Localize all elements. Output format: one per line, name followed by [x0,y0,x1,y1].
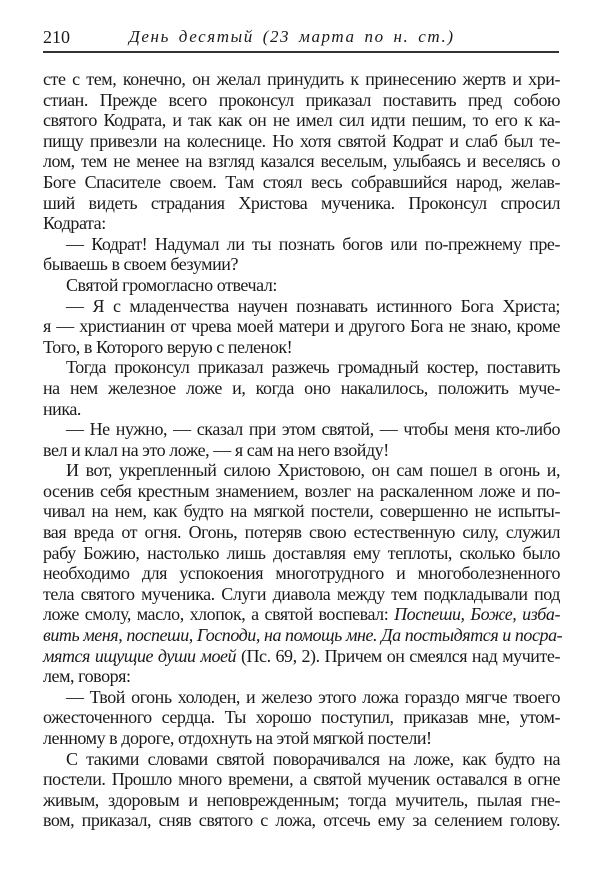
text-line [43,728,560,749]
text-segment: постели. Прошло много времени, а святой мученик оставался в огне [43,769,560,790]
text-segment: вом, приказал, сняв святого с ложа, отсечь ему за селением голову. [43,810,560,831]
text-segment: чивал на нем, как будто на мягкой постели, совершенно не испыты- [43,501,560,522]
paragraph [43,234,560,275]
text-segment: сте с тем, конечно, он желал принудить к принесению жертв и хри- [43,69,560,89]
text-segment: лем, говоря: [43,666,131,687]
text-line [43,584,560,605]
paragraph [43,69,560,234]
text-segment: необходимо для успокоения многотрудного и многоболезненного [43,563,560,584]
text-line [43,543,560,564]
text-line [43,357,560,378]
text-segment: живым, здоровым и неповрежденным; тогда мучитель, пылая гне- [43,789,560,810]
text-segment: Боге Спасителе своем. Там стоял весь собравшийся народ, желав- [43,171,560,192]
text-segment: бываешь в своем безумии? [43,254,238,275]
text-segment: вел и клал на это ложе, — я сам на него взойду! [43,439,389,460]
paragraph [43,460,563,687]
paragraph [43,357,560,419]
text-line [43,749,560,770]
text-segment: — Я с младенчества научен познавать истинного Бога Христа; [66,295,560,316]
running-title: День десятый (23 марта по н. ст.) [129,27,455,46]
text-segment: (Пс. 69, 2). Причем он смеялся над мучите- [236,645,560,666]
text-line [43,275,560,296]
text-line [43,522,560,543]
paragraph [43,687,560,749]
paragraph [43,749,560,831]
text-segment: Тогда проконсул приказал разжечь громадный костер, поставить [66,357,560,378]
text-segment: — Кодрат! Надумал ли ты познать богов или по-прежнему пре- [66,233,560,254]
text-line [43,90,560,111]
text-line [43,337,560,358]
text-segment: рабу Божию, настолько лишь доставляя ему теплоты, сколько было [43,542,560,563]
text-line [43,687,560,708]
text-line [43,316,560,337]
text-line [43,172,560,193]
text-line [43,501,560,522]
italic-quote: мятся ищущие души моей [43,645,237,666]
text-line [43,481,560,502]
page-number: 210 [43,27,70,47]
text-segment: ника. [43,398,81,419]
text-line [43,790,560,811]
text-line [43,625,563,646]
text-segment: ложе смолу, масло, хлопок, а святой воспевал: [43,604,395,625]
text-line [43,193,560,214]
text-segment: Святой громогласно отвечал: [66,274,277,295]
text-line [43,707,560,728]
text-segment: ленному в дороге, отдохнуть на этой мягкой постели! [43,728,432,748]
text-line [43,69,560,90]
text-line [43,296,560,317]
text-segment: Кодрата: [43,213,106,234]
text-segment: — Твой огонь холоден, и железо этого ложа гораздо мягче твоего [66,686,560,707]
text-segment: вая вреда от огня. Огонь, потеряв свою естественную силу, служил [43,522,560,543]
text-segment: ший видеть страдания Христова мученика. Проконсул спросил [43,192,560,213]
text-line [43,378,560,399]
text-segment: на нем железное ложе и, когда оно накалилось, положить муче- [43,377,560,398]
text-segment: пищу привезли на колеснице. Но хотя святой Кодрат и слаб был те- [43,130,560,151]
page-body [43,69,563,831]
text-line [43,213,560,234]
text-line [43,563,560,584]
text-segment: тела святого мученика. Слуги диавола между тем подкладывали под [43,583,560,604]
text-segment: я — христианин от чрева моей матери и другого Бога не знаю, кроме [43,316,560,337]
text-line [43,254,560,275]
text-line [43,419,560,440]
text-line [43,810,560,831]
paragraph [43,275,560,296]
text-segment: лом, тем не менее на взгляд казался веселым, улыбаясь и веселясь о [43,151,560,172]
text-segment: стиан. Прежде всего проконсул приказал поставить пред собою [43,89,560,110]
text-segment: ожесточенного сердца. Ты хорошо поступил, приказав мне, утом- [43,707,560,728]
text-line [43,131,560,152]
text-line [43,666,560,687]
text-line [43,769,560,790]
text-segment: осенив себя крестным знамением, возлег на раскаленном ложе и по- [43,480,560,501]
text-line [43,234,560,255]
running-header [43,27,559,53]
text-line [43,604,560,625]
italic-quote: Поспеши, Боже, изба- [394,604,560,625]
text-line [43,151,560,172]
italic-quote: вить меня, поспеши, Господи, на помощь мне. Да постыдятся и посра- [43,625,563,646]
text-line [43,646,560,667]
paragraph [43,419,560,460]
text-segment: святого Кодрата, и так как он не имел сил идти пешим, то его к ка- [43,110,560,131]
text-line [43,110,560,131]
paragraph [43,296,560,358]
text-line [43,460,560,481]
text-line [43,440,560,461]
text-segment: И вот, укрепленный силою Христовою, он сам пошел в огонь и, [66,460,560,481]
text-segment: С такими словами святой поворачивался на ложе, как будто на [66,748,560,769]
text-segment: Того, в Которого верую с пеленок! [43,336,293,357]
text-segment: — Не нужно, — сказал при этом святой, — чтобы меня кто-либо [66,419,560,440]
text-line [43,399,560,420]
